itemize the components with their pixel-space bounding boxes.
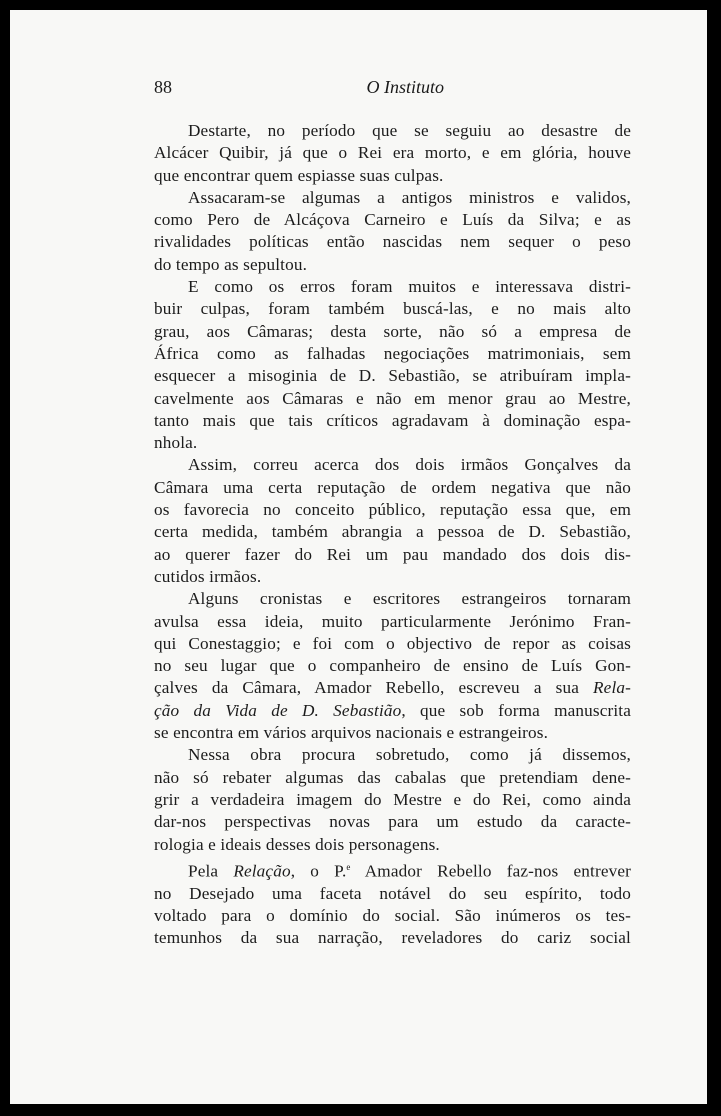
text-line: como Pero de Alcáçova Carneiro e Luís da Silva; e as xyxy=(154,210,631,230)
text-segment: çalves da Câmara, Amador Rebello, escreveu a sua xyxy=(154,678,594,698)
text-line: E como os erros foram muitos e interessava distri- xyxy=(188,277,631,297)
text-line: no Desejado uma faceta notável do seu espírito, todo xyxy=(154,883,631,903)
paragraph-5 xyxy=(154,588,631,744)
running-title: O Instituto xyxy=(366,77,444,97)
paragraph-2 xyxy=(154,187,631,276)
text-line: ao querer fazer do Rei um pau mandado dos dois dis- xyxy=(154,544,631,564)
paragraph-3 xyxy=(154,276,631,454)
text-segment: Pela xyxy=(188,861,234,881)
text-line: certa medida, também abrangia a pessoa de D. Sebastião, xyxy=(154,522,631,542)
text-line: rivalidades políticas então nascidas nem sequer o peso xyxy=(154,232,631,252)
text-line: esquecer a misoginia de D. Sebastião, se atribuíram impla- xyxy=(154,366,631,386)
text-segment: , que sob forma manuscrita xyxy=(401,700,631,720)
text-line xyxy=(154,856,631,883)
text-line: que encontrar quem espiasse suas culpas. xyxy=(154,165,444,185)
text-line xyxy=(154,700,631,722)
text-line: temunhos da sua narração, reveladores do cariz social xyxy=(154,928,631,948)
text-line: se encontra em vários arquivos nacionais e estrangeiros. xyxy=(154,723,549,743)
text-segment: , o P. xyxy=(290,861,347,881)
body-text xyxy=(154,120,631,950)
text-line: cutidos irmãos. xyxy=(154,566,262,586)
text-line: no seu lugar que o companheiro de ensino de Luís Gon- xyxy=(154,656,631,676)
text-line: rologia e ideais desses dois personagens. xyxy=(154,834,440,854)
text-line: África como as falhadas negociações matrimoniais, sem xyxy=(154,343,631,363)
text-line: Nessa obra procura sobretudo, como já dissemos, xyxy=(188,745,631,765)
text-line: buir culpas, foram também buscá-las, e no mais alto xyxy=(154,299,631,319)
text-line: Assim, correu acerca dos dois irmãos Gonçalves da xyxy=(188,455,631,475)
paragraph-7 xyxy=(154,856,631,950)
italic-title-segment: ção da Vida de D. Sebastião xyxy=(154,700,402,720)
paragraph-6 xyxy=(154,744,631,855)
text-line: tanto mais que tais críticos agradavam à dominação espa- xyxy=(154,410,631,430)
text-line: Destarte, no período que se seguiu ao desastre de xyxy=(188,121,631,140)
superscript: e xyxy=(346,861,351,872)
italic-title-segment: Relação xyxy=(233,861,291,881)
text-segment: Amador Rebello faz-nos entrever xyxy=(350,861,631,881)
text-line: Alguns cronistas e escritores estrangeiros tornaram xyxy=(188,589,631,609)
text-line: dar-nos perspectivas novas para um estudo da caracte- xyxy=(154,812,631,832)
italic-title-segment: Rela- xyxy=(593,678,631,698)
text-line xyxy=(154,677,631,699)
text-line: cavelmente aos Câmaras e não em menor grau ao Mestre, xyxy=(154,388,631,408)
page-number: 88 xyxy=(154,77,172,97)
text-line: Assacaram-se algumas a antigos ministros e validos, xyxy=(188,187,631,207)
page-header xyxy=(154,77,444,103)
text-line: nhola. xyxy=(154,433,198,453)
text-line: qui Conestaggio; e foi com o objectivo de repor as coisas xyxy=(154,633,631,653)
text-line: grir a verdadeira imagem do Mestre e do Rei, como ainda xyxy=(154,789,631,809)
text-line: os favorecia no conceito público, reputação essa que, em xyxy=(154,500,631,520)
text-line: voltado para o domínio do social. São inúmeros os tes- xyxy=(154,906,631,926)
text-line: Alcácer Quibir, já que o Rei era morto, e em glória, houve xyxy=(154,143,631,163)
text-line: do tempo as sepultou. xyxy=(154,254,308,274)
text-line: Câmara uma certa reputação de ordem negativa que não xyxy=(154,477,631,497)
text-line: grau, aos Câmaras; desta sorte, não só a empresa de xyxy=(154,321,631,341)
paragraph-1 xyxy=(154,120,631,187)
text-line: não só rebater algumas das cabalas que pretendiam dene- xyxy=(154,767,631,787)
text-line: avulsa essa ideia, muito particularmente Jerónimo Fran- xyxy=(154,611,631,631)
paragraph-4 xyxy=(154,454,631,588)
